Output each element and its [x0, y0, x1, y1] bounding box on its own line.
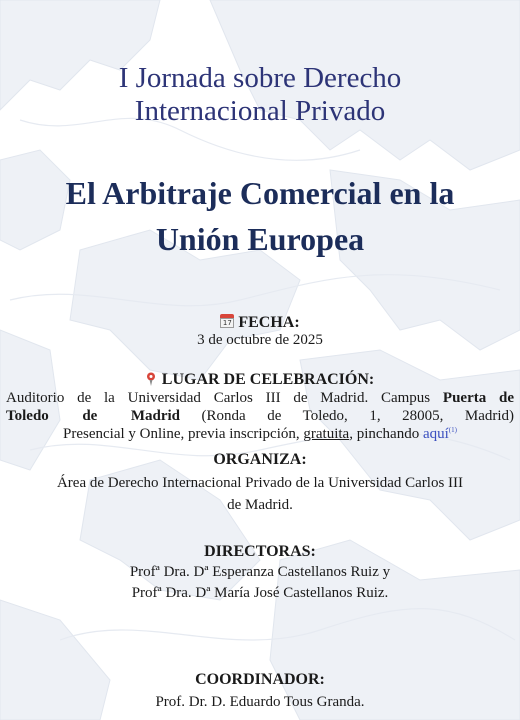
directoras-section — [6, 541, 514, 604]
event-title-line2: Unión Europea — [155, 221, 365, 257]
calendar-icon — [220, 314, 234, 328]
gratuita-text: gratuita — [303, 426, 350, 442]
calendar-icon-day: 17 — [220, 318, 234, 328]
organiza-line1: Área de Derecho Internacional Privado de la Universidad Carlos III — [56, 475, 464, 491]
fecha-section — [6, 314, 514, 349]
registration-link[interactable]: aquí — [422, 426, 449, 442]
event-header-line2: Internacional Privado — [134, 95, 386, 127]
directora-2: Profª Dra. Dª María José Castellanos Ruiz. — [131, 585, 389, 601]
organiza-section — [6, 450, 514, 516]
map-pin-icon — [146, 372, 156, 386]
event-header — [0, 62, 520, 128]
fecha-label: FECHA: — [238, 314, 300, 331]
lugar-line3 — [6, 425, 514, 443]
event-title-line1: El Arbitraje Comercial en la — [65, 175, 455, 211]
organiza-line2: de Madrid. — [227, 497, 293, 513]
event-header-line1: I Jornada sobre Derecho — [118, 62, 402, 94]
organiza-label: ORGANIZA: — [213, 451, 307, 468]
coordinador-name: Prof. Dr. D. Eduardo Tous Granda. — [155, 694, 365, 710]
lugar-label: LUGAR DE CELEBRACIÓN: — [161, 371, 375, 388]
coordinador-label: COORDINADOR: — [195, 671, 325, 688]
inscription-text: Presencial y Online, previa inscripción, — [63, 426, 300, 442]
lugar-campus-name-part1: Puerta de — [442, 390, 514, 406]
fecha-value: 3 de octubre de 2025 — [197, 332, 323, 348]
lugar-line1 — [6, 389, 514, 407]
directoras-label: DIRECTORAS: — [204, 543, 316, 560]
coordinador-section — [6, 669, 514, 713]
pinchando-text: , pinchando — [349, 426, 420, 442]
lugar-line2 — [6, 407, 514, 425]
lugar-section — [6, 371, 514, 443]
event-title — [0, 170, 520, 262]
lugar-address: (Ronda de Toledo, 1, 28005, Madrid) — [201, 408, 515, 424]
footnote-marker: (1) — [448, 426, 457, 434]
lugar-campus-name-part2: Toledo de Madrid — [6, 408, 180, 424]
lugar-line1-text: Auditorio de la Universidad Carlos III de Madrid. Campus — [6, 390, 431, 406]
directora-1: Profª Dra. Dª Esperanza Castellanos Ruiz y — [129, 564, 391, 580]
